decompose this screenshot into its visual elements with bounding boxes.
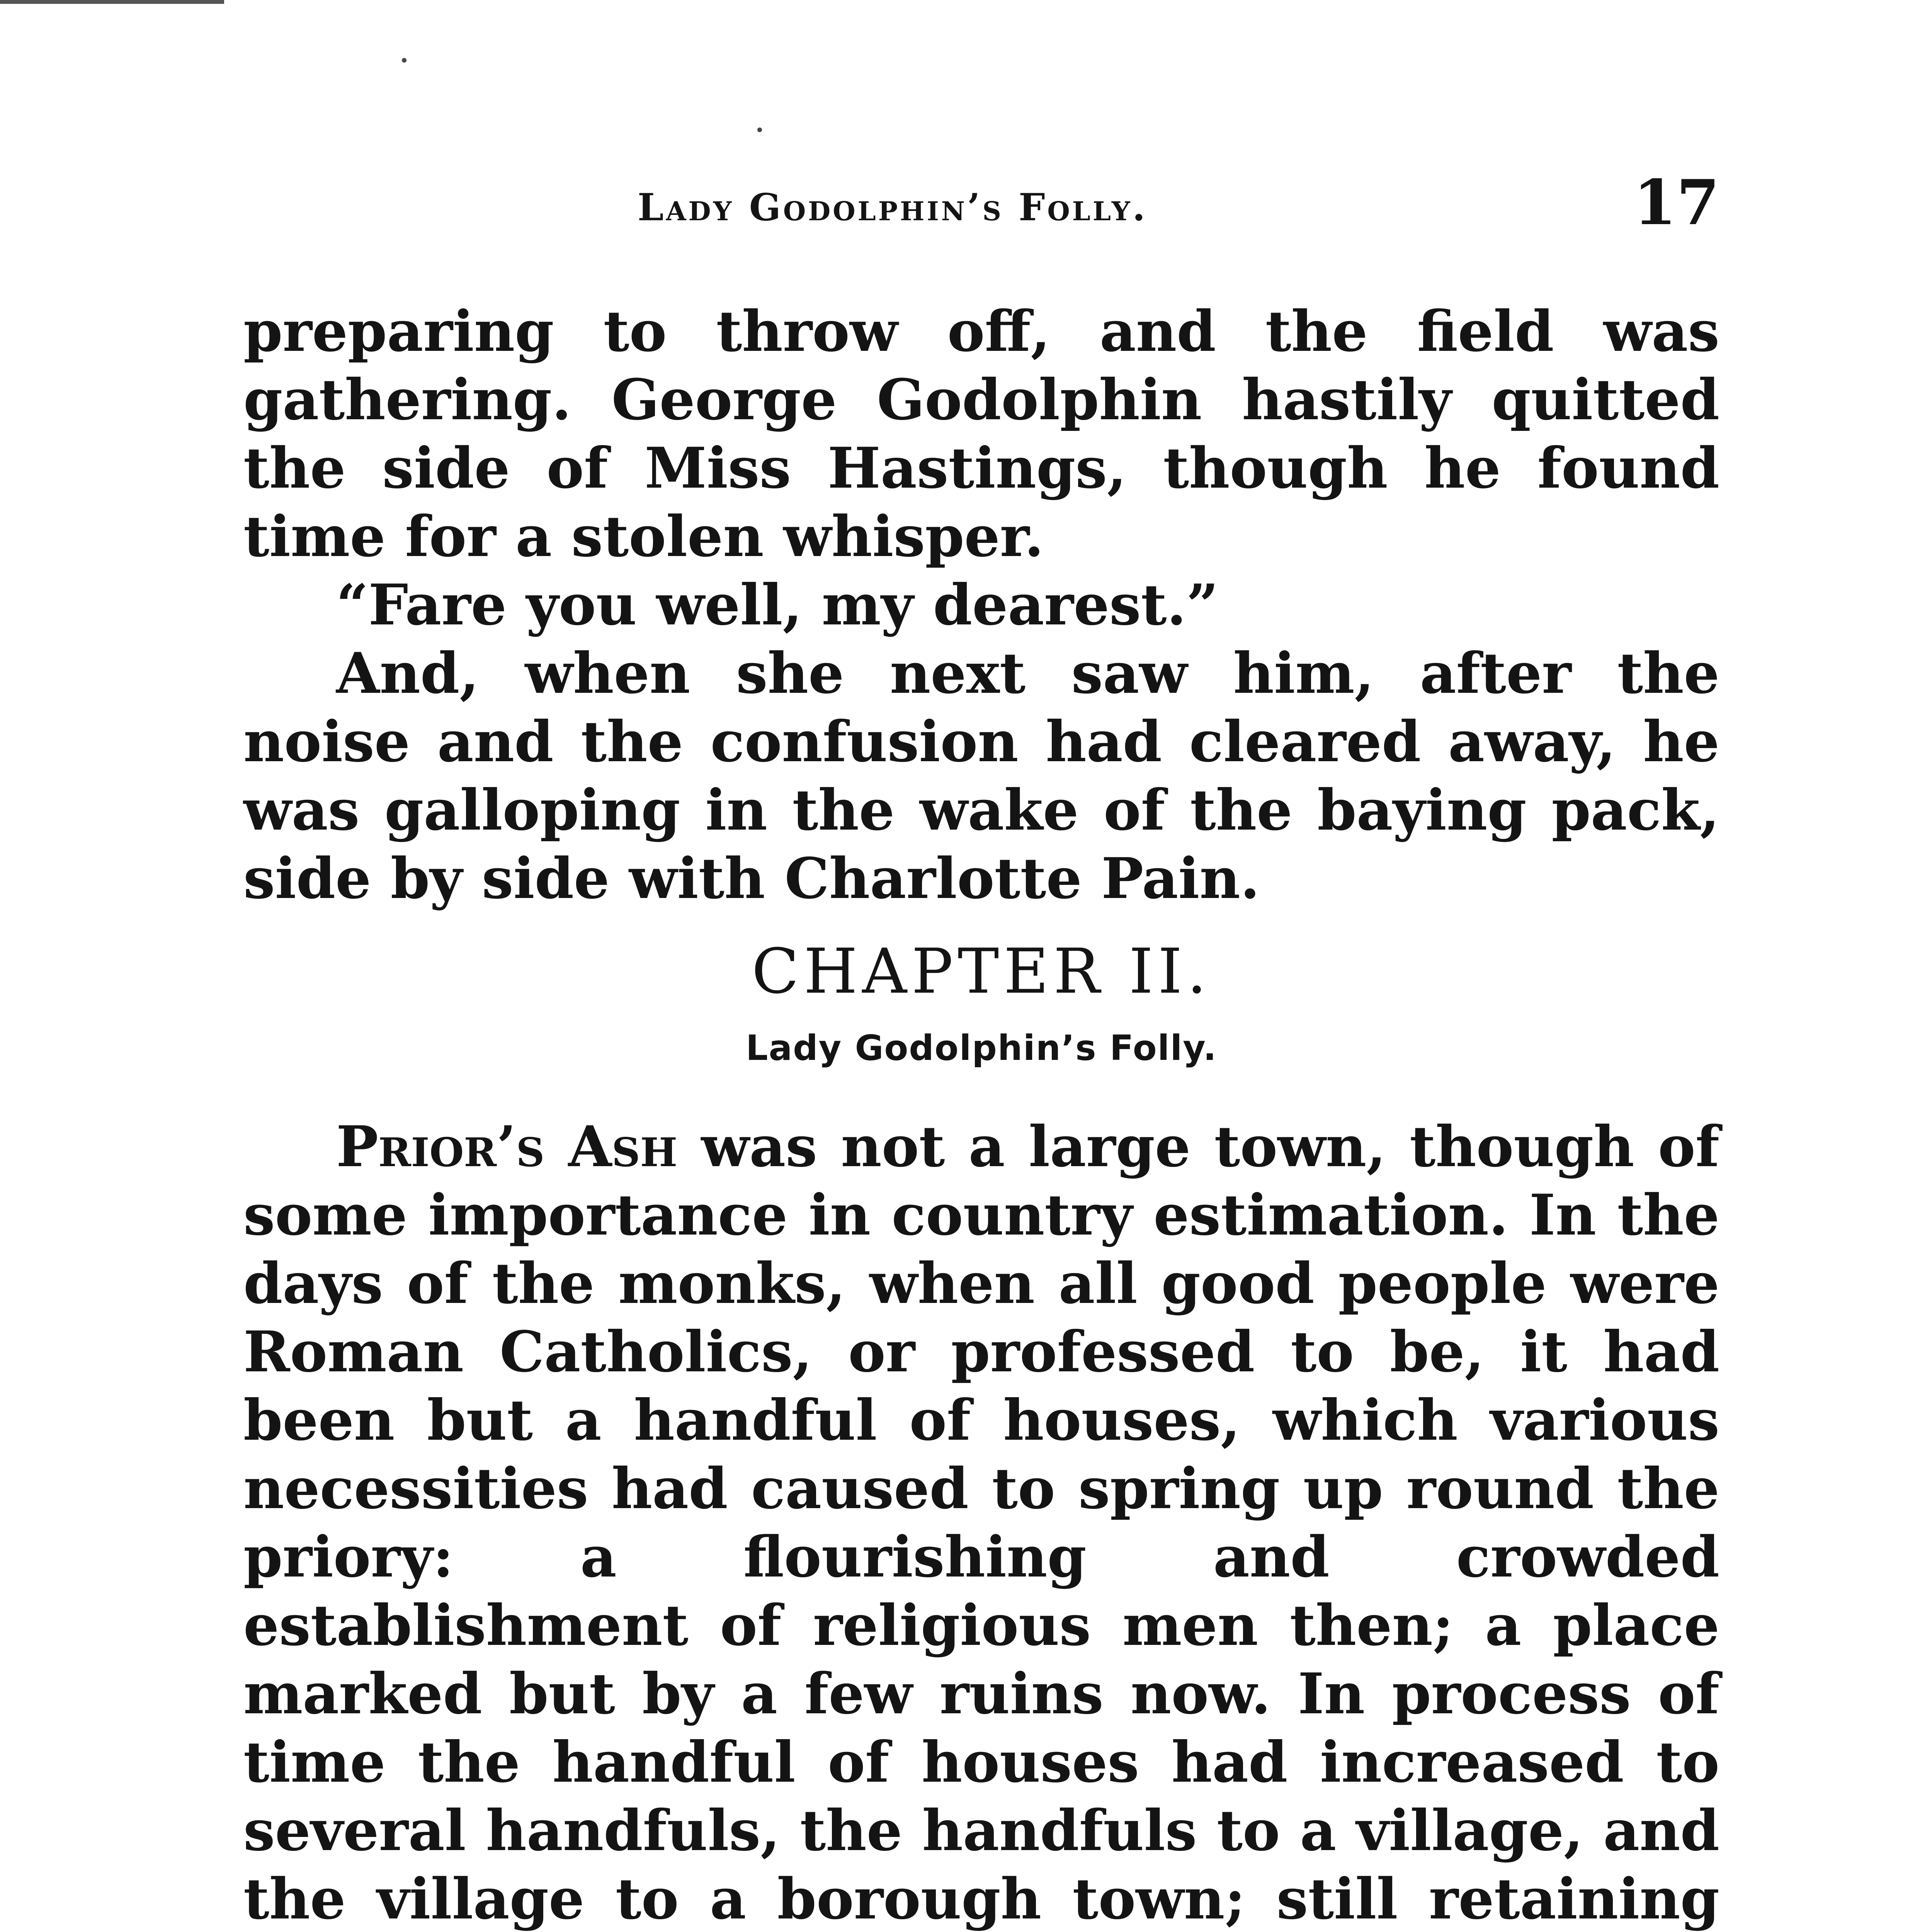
text-block-chapter — [243, 1113, 1719, 1932]
paragraph-lead: Prior’s Ash — [336, 1114, 678, 1180]
paragraph: And, when she next saw him, after the noise and the confusion had cleared away, he was galloping in the wake of the baying pack, side by side with Charlotte Pain. — [243, 641, 1719, 912]
paragraph: preparing to throw off, and the field was gathering. George Godolphin hastily quitted the side of Miss Hastings, though he found time for a stolen whisper. — [243, 299, 1719, 570]
text-block-continuation — [243, 298, 1719, 913]
scan-smudge — [0, 0, 224, 4]
page-number: 17 — [1633, 166, 1719, 239]
chapter-subtitle: Lady Godolphin’s Folly. — [746, 1028, 1217, 1068]
running-title: Lady Godolphin’s Folly. — [638, 185, 1148, 229]
running-head — [243, 166, 1719, 243]
chapter-heading: CHAPTER II. — [752, 935, 1211, 1007]
paragraph — [243, 1113, 1719, 1932]
paragraph-body: was not a large town, though of some importance in country estimation. In the days of the monks, when all good people were Roman Catholics, or professed to be, it had been but a handful of houses, which various necessities had caused to spring up round the priory: a flourishing and crowded establishment of religious men then; a place marked but by a few ruins now. In process of time the handful of houses had increased to several handfuls, the handfuls to a village, and the village to a borough town; still retaining — [243, 1114, 1720, 1932]
scan-speck — [402, 58, 406, 63]
paragraph: “Fare you well, my dearest.” — [336, 572, 1219, 638]
scan-speck — [757, 128, 762, 132]
